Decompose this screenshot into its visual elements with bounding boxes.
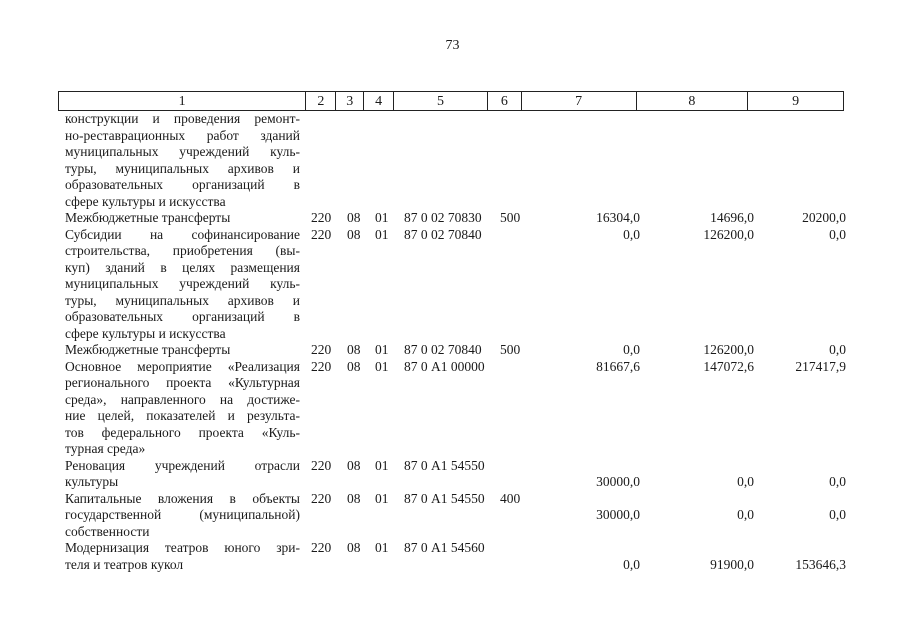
cell-c9 xyxy=(760,491,846,524)
cell-c4: 01 xyxy=(375,342,389,357)
cell-c3: 08 xyxy=(347,226,361,242)
cell-value xyxy=(670,491,754,508)
cell-value xyxy=(670,540,754,557)
cell-c9 xyxy=(760,227,846,244)
row-name-line: Основное мероприятие «Реализация xyxy=(65,358,300,374)
row-name-line: но-реставрационных работ зданий xyxy=(65,127,300,143)
cell-value: 0,0 xyxy=(829,507,846,522)
cell-c5: 87 0 А1 54560 xyxy=(404,540,485,555)
table-header xyxy=(58,91,844,111)
cell-c5: 87 0 А1 54550 xyxy=(404,490,485,506)
cell-value: 0,0 xyxy=(737,507,754,522)
table-row xyxy=(0,359,905,458)
row-name-line: куп) зданий в целях размещения xyxy=(65,259,300,275)
cell-value: 16304,0 xyxy=(596,210,640,225)
row-name-line: образовательных организаций в xyxy=(65,177,300,192)
cell-value: 30000,0 xyxy=(596,474,640,489)
row-name-line: собственности xyxy=(65,523,150,539)
header-col-2: 2 xyxy=(306,92,336,110)
cell-value: 0,0 xyxy=(829,342,846,357)
header-col-8: 8 xyxy=(637,92,749,110)
cell-c7 xyxy=(560,342,640,359)
row-name-line: теля и театров кукол xyxy=(65,556,184,572)
cell-c5: 87 0 А1 54550 xyxy=(404,457,485,473)
cell-c7 xyxy=(560,491,640,524)
cell-value xyxy=(560,458,640,475)
cell-value: 0,0 xyxy=(829,226,846,242)
cell-c4: 01 xyxy=(375,210,389,225)
cell-value xyxy=(560,540,640,557)
cell-c4: 01 xyxy=(375,457,389,473)
row-name-line: туры, муниципальных архивов и xyxy=(65,292,300,308)
row-name xyxy=(65,540,300,573)
cell-c3: 08 xyxy=(347,358,361,374)
cell-c7 xyxy=(560,458,640,491)
row-name xyxy=(65,359,300,458)
cell-c4: 01 xyxy=(375,358,389,374)
cell-c6: 500 xyxy=(500,210,521,225)
cell-value: 217417,9 xyxy=(795,358,846,374)
cell-c8 xyxy=(670,210,754,227)
row-name-line: образовательных организаций в xyxy=(65,309,300,324)
cell-c9 xyxy=(760,342,846,359)
cell-c4: 01 xyxy=(375,490,389,506)
cell-c6: 500 xyxy=(500,342,521,357)
cell-value xyxy=(760,458,846,475)
cell-value xyxy=(760,540,846,557)
cell-c9 xyxy=(760,540,846,573)
cell-value: 91900,0 xyxy=(710,556,754,572)
row-name-line: туры, муниципальных архивов и xyxy=(65,160,300,176)
cell-c7 xyxy=(560,227,640,244)
cell-c8 xyxy=(670,491,754,524)
table-row xyxy=(0,540,905,573)
row-name-line: культуры xyxy=(65,474,119,489)
cell-c7 xyxy=(560,540,640,573)
row-name-line: Капитальные вложения в объекты xyxy=(65,490,300,506)
table-row xyxy=(0,111,905,210)
cell-c3: 08 xyxy=(347,457,361,473)
cell-value: 147072,6 xyxy=(703,358,754,374)
cell-c2: 220 xyxy=(311,358,332,374)
header-col-7: 7 xyxy=(522,92,637,110)
cell-c9 xyxy=(760,210,846,227)
cell-c8 xyxy=(670,359,754,376)
header-col-4: 4 xyxy=(364,92,394,110)
cell-c3: 08 xyxy=(347,210,361,225)
row-name-line: государственной (муниципальной) xyxy=(65,507,300,522)
cell-c5: 87 0 02 70840 xyxy=(404,342,482,357)
cell-c8 xyxy=(670,458,754,491)
row-name xyxy=(65,210,300,227)
row-name xyxy=(65,227,300,343)
row-name xyxy=(65,491,300,541)
row-name-line: муниципальных учреждений куль- xyxy=(65,144,300,159)
row-name-line: Модернизация театров юного зри- xyxy=(65,540,300,555)
header-col-5: 5 xyxy=(394,92,488,110)
row-name xyxy=(65,111,300,210)
cell-value: 0,0 xyxy=(623,342,640,357)
row-name-line: Субсидии на софинансирование xyxy=(65,226,300,242)
cell-c2: 220 xyxy=(311,490,332,506)
cell-value: 81667,6 xyxy=(596,358,640,374)
row-name-line: ние целей, показателей и результа- xyxy=(65,408,300,423)
cell-value: 20200,0 xyxy=(802,210,846,225)
cell-c9 xyxy=(760,359,846,376)
cell-c8 xyxy=(670,227,754,244)
header-col-6: 6 xyxy=(488,92,522,110)
cell-value: 14696,0 xyxy=(710,210,754,225)
row-name-line: строительства, приобретения (вы- xyxy=(65,243,300,258)
cell-c4: 01 xyxy=(375,226,389,242)
row-name-line: сфере культуры и искусства xyxy=(65,325,226,341)
table-row xyxy=(0,491,905,541)
cell-c6: 400 xyxy=(500,490,521,506)
row-name-line: регионального проекта «Культурная xyxy=(65,375,300,390)
cell-c5: 87 0 02 70830 xyxy=(404,210,482,225)
page-number: 73 xyxy=(445,38,460,53)
header-col-1: 1 xyxy=(59,92,306,110)
cell-value: 0,0 xyxy=(623,226,640,242)
cell-c8 xyxy=(670,540,754,573)
header-col-9: 9 xyxy=(792,94,800,109)
table-row xyxy=(0,458,905,491)
table-row xyxy=(0,227,905,343)
cell-value: 126200,0 xyxy=(703,342,754,357)
cell-c7 xyxy=(560,210,640,227)
row-name-line: Реновация учреждений отрасли xyxy=(65,457,300,473)
table-row xyxy=(0,342,905,359)
cell-c2: 220 xyxy=(311,540,332,555)
cell-c8 xyxy=(670,342,754,359)
row-name-line: муниципальных учреждений куль- xyxy=(65,276,300,291)
cell-c3: 08 xyxy=(347,490,361,506)
row-name-line: Межбюджетные трансферты xyxy=(65,210,231,225)
cell-value xyxy=(760,491,846,508)
cell-value: 0,0 xyxy=(737,474,754,489)
cell-value: 0,0 xyxy=(623,556,640,572)
cell-c7 xyxy=(560,359,640,376)
row-name xyxy=(65,458,300,491)
row-name-line: турная среда» xyxy=(65,441,146,456)
row-name xyxy=(65,342,300,359)
cell-value: 153646,3 xyxy=(795,556,846,572)
table-row xyxy=(0,210,905,227)
cell-value: 126200,0 xyxy=(703,226,754,242)
row-name-line: Межбюджетные трансферты xyxy=(65,342,231,357)
row-name-line: сфере культуры и искусства xyxy=(65,193,226,209)
cell-value: 0,0 xyxy=(829,474,846,489)
row-name-line: тов федерального проекта «Куль- xyxy=(65,424,300,440)
cell-c9 xyxy=(760,458,846,491)
row-name-line: среда», направленного на достиже- xyxy=(65,391,300,407)
cell-c3: 08 xyxy=(347,540,361,555)
cell-c5: 87 0 А1 00000 xyxy=(404,358,485,374)
row-name-line: конструкции и проведения ремонт- xyxy=(65,111,300,126)
cell-value xyxy=(560,491,640,508)
cell-c2: 220 xyxy=(311,226,332,242)
cell-c4: 01 xyxy=(375,540,389,555)
cell-c5: 87 0 02 70840 xyxy=(404,226,482,242)
cell-c2: 220 xyxy=(311,457,332,473)
cell-value xyxy=(670,458,754,475)
cell-c2: 220 xyxy=(311,210,332,225)
cell-value: 30000,0 xyxy=(596,507,640,522)
cell-c3: 08 xyxy=(347,342,361,357)
cell-c2: 220 xyxy=(311,342,332,357)
header-col-3: 3 xyxy=(336,92,364,110)
table-body xyxy=(0,111,905,573)
